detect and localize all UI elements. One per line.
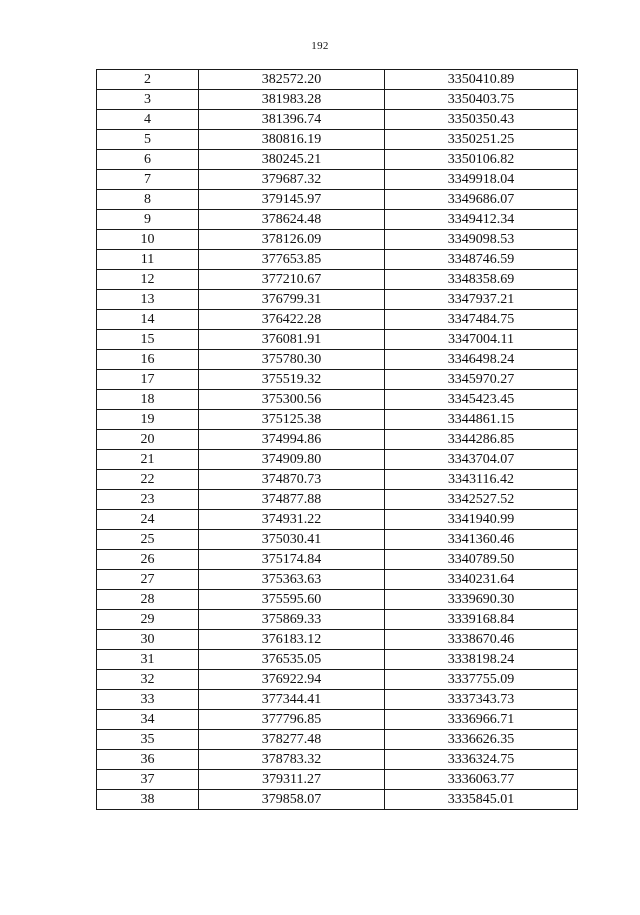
point-number-cell: 37 xyxy=(97,770,199,790)
x-coordinate-cell: 375869.33 xyxy=(199,610,385,630)
y-coordinate-cell: 3346498.24 xyxy=(385,350,578,370)
table-row xyxy=(97,270,578,290)
y-coordinate-cell: 3349098.53 xyxy=(385,230,578,250)
point-number-cell: 16 xyxy=(97,350,199,370)
table-row xyxy=(97,70,578,90)
x-coordinate-cell: 377210.67 xyxy=(199,270,385,290)
y-coordinate-cell: 3347004.11 xyxy=(385,330,578,350)
x-coordinate-cell: 375519.32 xyxy=(199,370,385,390)
point-number-cell: 5 xyxy=(97,130,199,150)
table-row xyxy=(97,370,578,390)
y-coordinate-cell: 3338198.24 xyxy=(385,650,578,670)
y-coordinate-cell: 3348746.59 xyxy=(385,250,578,270)
table-row xyxy=(97,630,578,650)
coordinates-table xyxy=(96,69,578,810)
table-row xyxy=(97,110,578,130)
table-row xyxy=(97,490,578,510)
y-coordinate-cell: 3341360.46 xyxy=(385,530,578,550)
x-coordinate-cell: 374994.86 xyxy=(199,430,385,450)
x-coordinate-cell: 374909.80 xyxy=(199,450,385,470)
table-row xyxy=(97,350,578,370)
y-coordinate-cell: 3345970.27 xyxy=(385,370,578,390)
point-number-cell: 22 xyxy=(97,470,199,490)
coordinates-table-body xyxy=(97,70,578,810)
table-row xyxy=(97,790,578,810)
x-coordinate-cell: 376535.05 xyxy=(199,650,385,670)
y-coordinate-cell: 3340231.64 xyxy=(385,570,578,590)
table-row xyxy=(97,510,578,530)
table-row xyxy=(97,470,578,490)
point-number-cell: 3 xyxy=(97,90,199,110)
table-row xyxy=(97,130,578,150)
y-coordinate-cell: 3349412.34 xyxy=(385,210,578,230)
x-coordinate-cell: 379145.97 xyxy=(199,190,385,210)
table-row xyxy=(97,610,578,630)
y-coordinate-cell: 3348358.69 xyxy=(385,270,578,290)
point-number-cell: 38 xyxy=(97,790,199,810)
y-coordinate-cell: 3350251.25 xyxy=(385,130,578,150)
x-coordinate-cell: 375125.38 xyxy=(199,410,385,430)
point-number-cell: 2 xyxy=(97,70,199,90)
y-coordinate-cell: 3342527.52 xyxy=(385,490,578,510)
table-row xyxy=(97,730,578,750)
table-row xyxy=(97,390,578,410)
table-row xyxy=(97,710,578,730)
point-number-cell: 18 xyxy=(97,390,199,410)
x-coordinate-cell: 381396.74 xyxy=(199,110,385,130)
point-number-cell: 25 xyxy=(97,530,199,550)
y-coordinate-cell: 3350410.89 xyxy=(385,70,578,90)
y-coordinate-cell: 3349918.04 xyxy=(385,170,578,190)
point-number-cell: 29 xyxy=(97,610,199,630)
table-row xyxy=(97,670,578,690)
x-coordinate-cell: 375174.84 xyxy=(199,550,385,570)
x-coordinate-cell: 374877.88 xyxy=(199,490,385,510)
x-coordinate-cell: 376422.28 xyxy=(199,310,385,330)
y-coordinate-cell: 3347937.21 xyxy=(385,290,578,310)
point-number-cell: 7 xyxy=(97,170,199,190)
y-coordinate-cell: 3344286.85 xyxy=(385,430,578,450)
point-number-cell: 35 xyxy=(97,730,199,750)
x-coordinate-cell: 377344.41 xyxy=(199,690,385,710)
table-row xyxy=(97,750,578,770)
y-coordinate-cell: 3350106.82 xyxy=(385,150,578,170)
point-number-cell: 12 xyxy=(97,270,199,290)
x-coordinate-cell: 375300.56 xyxy=(199,390,385,410)
y-coordinate-cell: 3343704.07 xyxy=(385,450,578,470)
y-coordinate-cell: 3339168.84 xyxy=(385,610,578,630)
x-coordinate-cell: 378126.09 xyxy=(199,230,385,250)
y-coordinate-cell: 3349686.07 xyxy=(385,190,578,210)
point-number-cell: 10 xyxy=(97,230,199,250)
page-number: 192 xyxy=(311,40,329,52)
point-number-cell: 36 xyxy=(97,750,199,770)
point-number-cell: 20 xyxy=(97,430,199,450)
table-row xyxy=(97,330,578,350)
y-coordinate-cell: 3335845.01 xyxy=(385,790,578,810)
point-number-cell: 19 xyxy=(97,410,199,430)
x-coordinate-cell: 382572.20 xyxy=(199,70,385,90)
table-row xyxy=(97,770,578,790)
x-coordinate-cell: 379687.32 xyxy=(199,170,385,190)
y-coordinate-cell: 3341940.99 xyxy=(385,510,578,530)
point-number-cell: 31 xyxy=(97,650,199,670)
point-number-cell: 24 xyxy=(97,510,199,530)
table-row xyxy=(97,690,578,710)
point-number-cell: 23 xyxy=(97,490,199,510)
point-number-cell: 33 xyxy=(97,690,199,710)
x-coordinate-cell: 378277.48 xyxy=(199,730,385,750)
x-coordinate-cell: 376922.94 xyxy=(199,670,385,690)
x-coordinate-cell: 374931.22 xyxy=(199,510,385,530)
point-number-cell: 34 xyxy=(97,710,199,730)
x-coordinate-cell: 378783.32 xyxy=(199,750,385,770)
table-row xyxy=(97,290,578,310)
point-number-cell: 6 xyxy=(97,150,199,170)
x-coordinate-cell: 375030.41 xyxy=(199,530,385,550)
point-number-cell: 32 xyxy=(97,670,199,690)
x-coordinate-cell: 380245.21 xyxy=(199,150,385,170)
table-row xyxy=(97,450,578,470)
table-row xyxy=(97,430,578,450)
table-row xyxy=(97,170,578,190)
table-row xyxy=(97,570,578,590)
y-coordinate-cell: 3350403.75 xyxy=(385,90,578,110)
x-coordinate-cell: 380816.19 xyxy=(199,130,385,150)
table-row xyxy=(97,250,578,270)
y-coordinate-cell: 3343116.42 xyxy=(385,470,578,490)
point-number-cell: 4 xyxy=(97,110,199,130)
x-coordinate-cell: 375780.30 xyxy=(199,350,385,370)
table-row xyxy=(97,310,578,330)
point-number-cell: 13 xyxy=(97,290,199,310)
y-coordinate-cell: 3338670.46 xyxy=(385,630,578,650)
x-coordinate-cell: 374870.73 xyxy=(199,470,385,490)
y-coordinate-cell: 3336063.77 xyxy=(385,770,578,790)
point-number-cell: 17 xyxy=(97,370,199,390)
x-coordinate-cell: 376183.12 xyxy=(199,630,385,650)
point-number-cell: 8 xyxy=(97,190,199,210)
table-row xyxy=(97,550,578,570)
y-coordinate-cell: 3336324.75 xyxy=(385,750,578,770)
y-coordinate-cell: 3350350.43 xyxy=(385,110,578,130)
table-row xyxy=(97,150,578,170)
table-row xyxy=(97,90,578,110)
point-number-cell: 15 xyxy=(97,330,199,350)
x-coordinate-cell: 378624.48 xyxy=(199,210,385,230)
x-coordinate-cell: 379858.07 xyxy=(199,790,385,810)
x-coordinate-cell: 375595.60 xyxy=(199,590,385,610)
table-row xyxy=(97,530,578,550)
x-coordinate-cell: 381983.28 xyxy=(199,90,385,110)
y-coordinate-cell: 3336966.71 xyxy=(385,710,578,730)
x-coordinate-cell: 376081.91 xyxy=(199,330,385,350)
point-number-cell: 21 xyxy=(97,450,199,470)
table-row xyxy=(97,650,578,670)
point-number-cell: 28 xyxy=(97,590,199,610)
point-number-cell: 26 xyxy=(97,550,199,570)
table-row xyxy=(97,210,578,230)
table-row xyxy=(97,190,578,210)
table-row xyxy=(97,230,578,250)
y-coordinate-cell: 3340789.50 xyxy=(385,550,578,570)
table-row xyxy=(97,410,578,430)
point-number-cell: 11 xyxy=(97,250,199,270)
x-coordinate-cell: 379311.27 xyxy=(199,770,385,790)
y-coordinate-cell: 3337343.73 xyxy=(385,690,578,710)
point-number-cell: 30 xyxy=(97,630,199,650)
x-coordinate-cell: 377653.85 xyxy=(199,250,385,270)
point-number-cell: 14 xyxy=(97,310,199,330)
y-coordinate-cell: 3336626.35 xyxy=(385,730,578,750)
table-row xyxy=(97,590,578,610)
x-coordinate-cell: 376799.31 xyxy=(199,290,385,310)
y-coordinate-cell: 3339690.30 xyxy=(385,590,578,610)
y-coordinate-cell: 3337755.09 xyxy=(385,670,578,690)
point-number-cell: 9 xyxy=(97,210,199,230)
x-coordinate-cell: 375363.63 xyxy=(199,570,385,590)
x-coordinate-cell: 377796.85 xyxy=(199,710,385,730)
y-coordinate-cell: 3345423.45 xyxy=(385,390,578,410)
y-coordinate-cell: 3347484.75 xyxy=(385,310,578,330)
y-coordinate-cell: 3344861.15 xyxy=(385,410,578,430)
point-number-cell: 27 xyxy=(97,570,199,590)
